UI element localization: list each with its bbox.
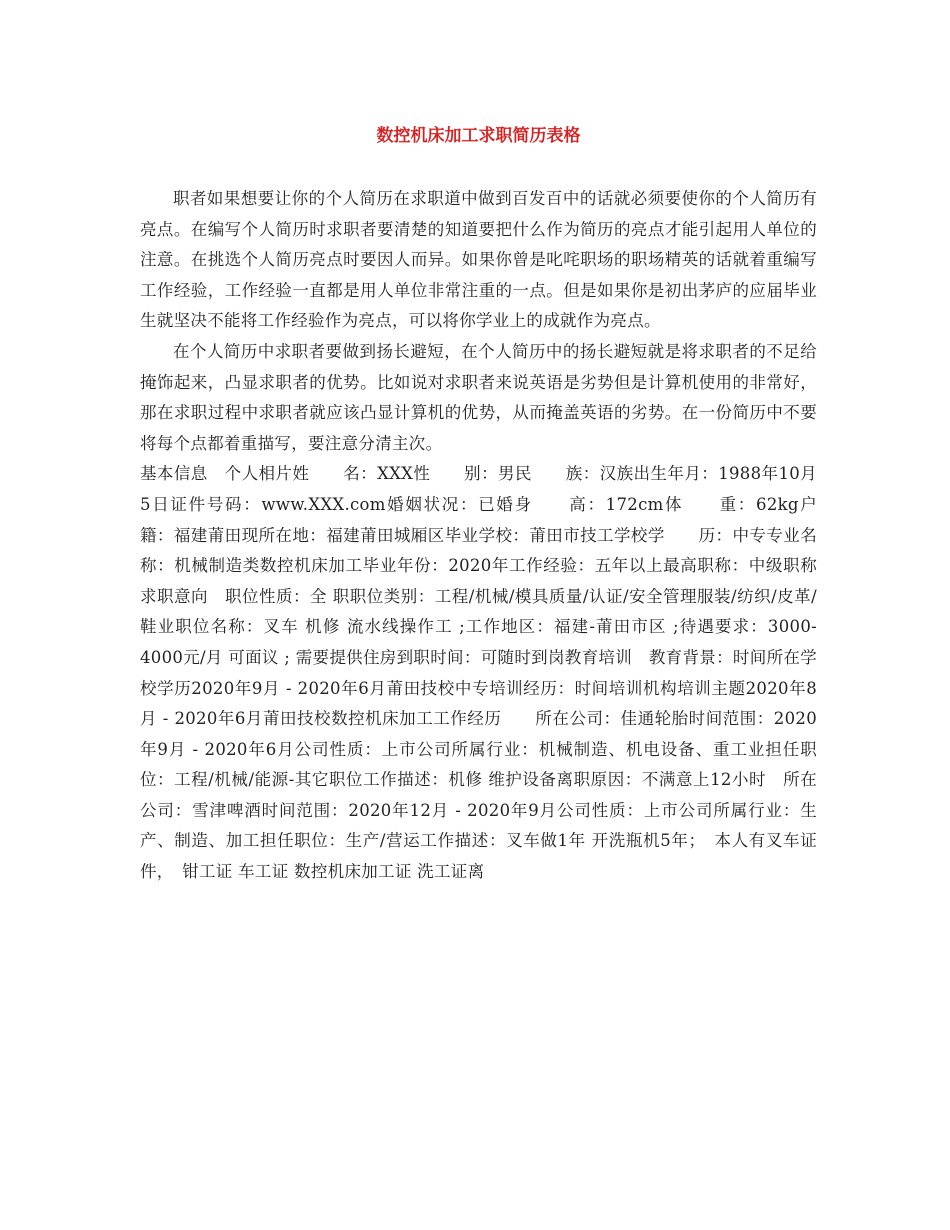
intro-paragraph: 职者如果想要让你的个人简历在求职道中做到百发百中的话就必须要使你的个人简历有亮点。在编写个人简历时求职者要清楚的知道要把什么作为简历的亮点才能引起用人单位的注意。在挑选个人简历亮点时要因人而异。如果你曾是叱咤职场的职场精英的话就着重编写工作经验，工作经验一直都是用人单位非常注重的一点。但是如果你是初出茅庐的应届毕业生就坚决不能将工作经验作为亮点，可以将你学业上的成就作为亮点。 bbox=[140, 189, 817, 331]
document-page bbox=[140, 118, 851, 888]
advice-paragraph: 在个人简历中求职者要做到扬长避短，在个人简历中的扬长避短就是将求职者的不足给掩饰起来，凸显求职者的优势。比如说对求职者来说英语是劣势但是计算机使用的非常好，那在求职过程中求职者就应该凸显计算机的优势，从而掩盖英语的劣势。在一份简历中不要将每个点都着重描写，要注意分清主次。 bbox=[140, 341, 817, 453]
resume-details: 基本信息 个人相片姓 名：XXX性 别：男民 族：汉族出生年月：1988年10月5日证件号码：www.XXX.com婚姻状况：已婚身 高：172cm体 重：62kg户 籍：福建莆田现所在地：福建莆田城厢区毕业学校：莆田市技工学校学 历：中专专业名称：机械制造类数控机床加工毕业年份：2020年工作经验：五年以上最高职称：中级职称求职意向 职位性质：全 职职位类别：工程/机械/模具质量/认证/安全管理服装/纺织/皮革/鞋业职位名称：叉车 机修 流水线操作工 ;工作地区：福建-莆田市区 ;待遇要求：3000-4000元/月 可面议 ; 需要提供住房到职时间：可随时到岗教育培训 教育背景：时间所在学校学历2020年9月 - 2020年6月莆田技校中专培训经历：时间培训机构培训主题2020年8月 - 2020年6月莆田技校数控机床加工工作经历 所在公司：佳通轮胎时间范围：2020年9月 - 2020年6月公司性质：上市公司所属行业：机械制造、机电设备、重工业担任职位：工程/机械/能源-其它职位工作描述：机修 维护设备离职原因：不满意上12小时 所在公司：雪津啤酒时间范围：2020年12月 - 2020年9月公司性质：上市公司所属行业：生产、制造、加工担任职位：生产/营运工作描述：叉车做1年 开洗瓶机5年； 本人有叉车证件， 钳工证 车工证 数控机床加工证 洗工证离 bbox=[140, 464, 851, 882]
document-title: 数控机床加工求职简历表格 bbox=[376, 126, 581, 146]
